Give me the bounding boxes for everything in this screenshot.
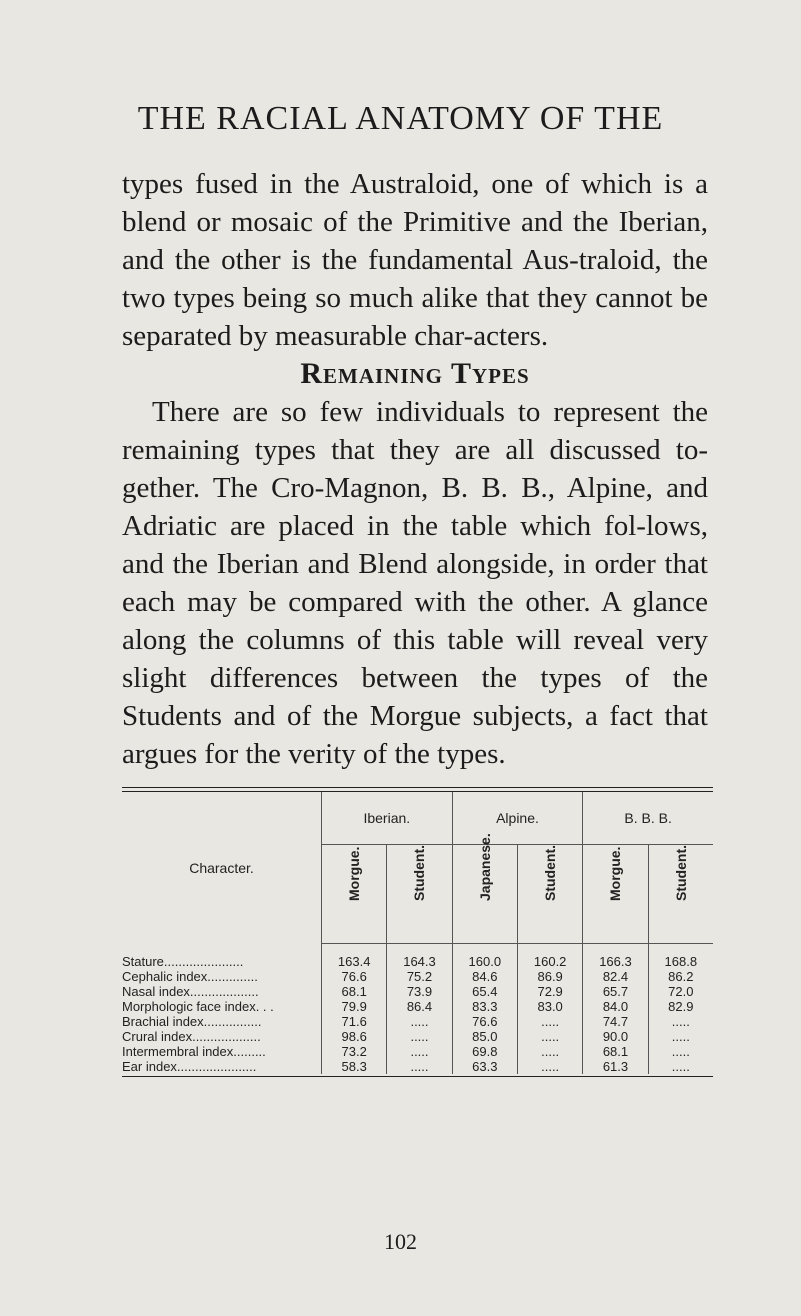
table-row bbox=[122, 944, 713, 970]
table-row bbox=[122, 1029, 713, 1044]
row-label: Nasal index................... bbox=[122, 984, 259, 999]
table-cell: 98.6 bbox=[322, 1029, 387, 1044]
table-cell: 160.0 bbox=[452, 944, 517, 970]
table-row bbox=[122, 1044, 713, 1059]
table-cell: ..... bbox=[648, 1044, 713, 1059]
table-cell: ..... bbox=[517, 1029, 582, 1044]
table-top-rule bbox=[122, 787, 713, 788]
table-cell: 68.1 bbox=[322, 984, 387, 999]
table-cell: 160.2 bbox=[517, 944, 582, 970]
table-cell: 65.4 bbox=[452, 984, 517, 999]
table-cell: 82.4 bbox=[583, 969, 648, 984]
group-header-bbb: B. B. B. bbox=[583, 792, 713, 845]
table-row bbox=[122, 1059, 713, 1074]
table-cell: 168.8 bbox=[648, 944, 713, 970]
table-bottom-rule bbox=[122, 1076, 713, 1077]
table-cell: ..... bbox=[648, 1059, 713, 1074]
body-text bbox=[122, 165, 708, 773]
table-cell: 85.0 bbox=[452, 1029, 517, 1044]
row-label: Morphologic face index. . . bbox=[122, 999, 274, 1014]
measurements-table bbox=[122, 787, 713, 1077]
row-label: Ear index...................... bbox=[122, 1059, 257, 1074]
table-cell: 65.7 bbox=[583, 984, 648, 999]
table-cell: 73.9 bbox=[387, 984, 452, 999]
row-label: Cephalic index.............. bbox=[122, 969, 258, 984]
table-row bbox=[122, 969, 713, 984]
subheader-student: Student. bbox=[648, 845, 713, 944]
table-cell: ..... bbox=[517, 1014, 582, 1029]
table-cell: 79.9 bbox=[322, 999, 387, 1014]
table-cell: 82.9 bbox=[648, 999, 713, 1014]
row-label: Stature...................... bbox=[122, 953, 244, 969]
table-cell: 71.6 bbox=[322, 1014, 387, 1029]
table-cell: 90.0 bbox=[583, 1029, 648, 1044]
table-cell: 83.0 bbox=[517, 999, 582, 1014]
row-label: Brachial index................ bbox=[122, 1014, 262, 1029]
running-head: THE RACIAL ANATOMY OF THE bbox=[137, 100, 664, 137]
paragraph-1: types fused in the Australoid, one of which is a blend or mosaic of the Primitive and the Iberian, and the other is the fundamental Aus-traloid, the two types being so much alike that they cannot be separated by measurable char-acters. bbox=[122, 168, 708, 352]
table-cell: ..... bbox=[387, 1044, 452, 1059]
page-number: 102 bbox=[384, 1229, 417, 1254]
character-header: Character. bbox=[189, 859, 254, 876]
table-row bbox=[122, 999, 713, 1014]
table-cell: 68.1 bbox=[583, 1044, 648, 1059]
table-cell: 76.6 bbox=[322, 969, 387, 984]
table-cell: 86.2 bbox=[648, 969, 713, 984]
group-header-iberian: Iberian. bbox=[322, 792, 453, 845]
section-heading: Remaining Types bbox=[300, 357, 530, 390]
subheader-student: Student. bbox=[517, 845, 582, 944]
table-cell: 164.3 bbox=[387, 944, 452, 970]
table-cell: 69.8 bbox=[452, 1044, 517, 1059]
table-cell: 75.2 bbox=[387, 969, 452, 984]
table-cell: 72.0 bbox=[648, 984, 713, 999]
row-label: Intermembral index......... bbox=[122, 1044, 266, 1059]
table-cell: 72.9 bbox=[517, 984, 582, 999]
table-cell: 58.3 bbox=[322, 1059, 387, 1074]
table-cell: 84.6 bbox=[452, 969, 517, 984]
table-cell: ..... bbox=[517, 1044, 582, 1059]
group-header-alpine: Alpine. bbox=[452, 792, 583, 845]
subheader-morgue: Morgue. bbox=[322, 845, 387, 944]
table-cell: 63.3 bbox=[452, 1059, 517, 1074]
table-cell: 74.7 bbox=[583, 1014, 648, 1029]
table-cell: 86.9 bbox=[517, 969, 582, 984]
table-cell: ..... bbox=[648, 1014, 713, 1029]
table-cell: 83.3 bbox=[452, 999, 517, 1014]
subheader-morgue: Morgue. bbox=[583, 845, 648, 944]
table-cell: 163.4 bbox=[322, 944, 387, 970]
row-label: Crural index................... bbox=[122, 1029, 261, 1044]
table-cell: ..... bbox=[648, 1029, 713, 1044]
table-cell: ..... bbox=[387, 1029, 452, 1044]
table-cell: 73.2 bbox=[322, 1044, 387, 1059]
table-cell: 76.6 bbox=[452, 1014, 517, 1029]
table-row bbox=[122, 1014, 713, 1029]
table-cell: ..... bbox=[517, 1059, 582, 1074]
table-cell: 166.3 bbox=[583, 944, 648, 970]
paragraph-2: There are so few individuals to represent the remaining types that they are all discussed to-gether. The Cro-Magnon, B. B. B., Alpine, and Adriatic are placed in the table which fol-lows, and the Iberian and Blend alongside, in order that each may be compared with the other. A glance along the columns of this table will reveal very slight differences between the types of the Students and of the Morgue subjects, a fact that argues for the verity of the types. bbox=[122, 396, 708, 770]
subheader-student: Student. bbox=[387, 845, 452, 944]
table-cell: ..... bbox=[387, 1014, 452, 1029]
subheader-japanese: Japanese. bbox=[452, 845, 517, 944]
table-cell: 86.4 bbox=[387, 999, 452, 1014]
table-cell: 61.3 bbox=[583, 1059, 648, 1074]
table-cell: 84.0 bbox=[583, 999, 648, 1014]
table-row bbox=[122, 984, 713, 999]
table-body bbox=[122, 944, 713, 1075]
table-cell: ..... bbox=[387, 1059, 452, 1074]
